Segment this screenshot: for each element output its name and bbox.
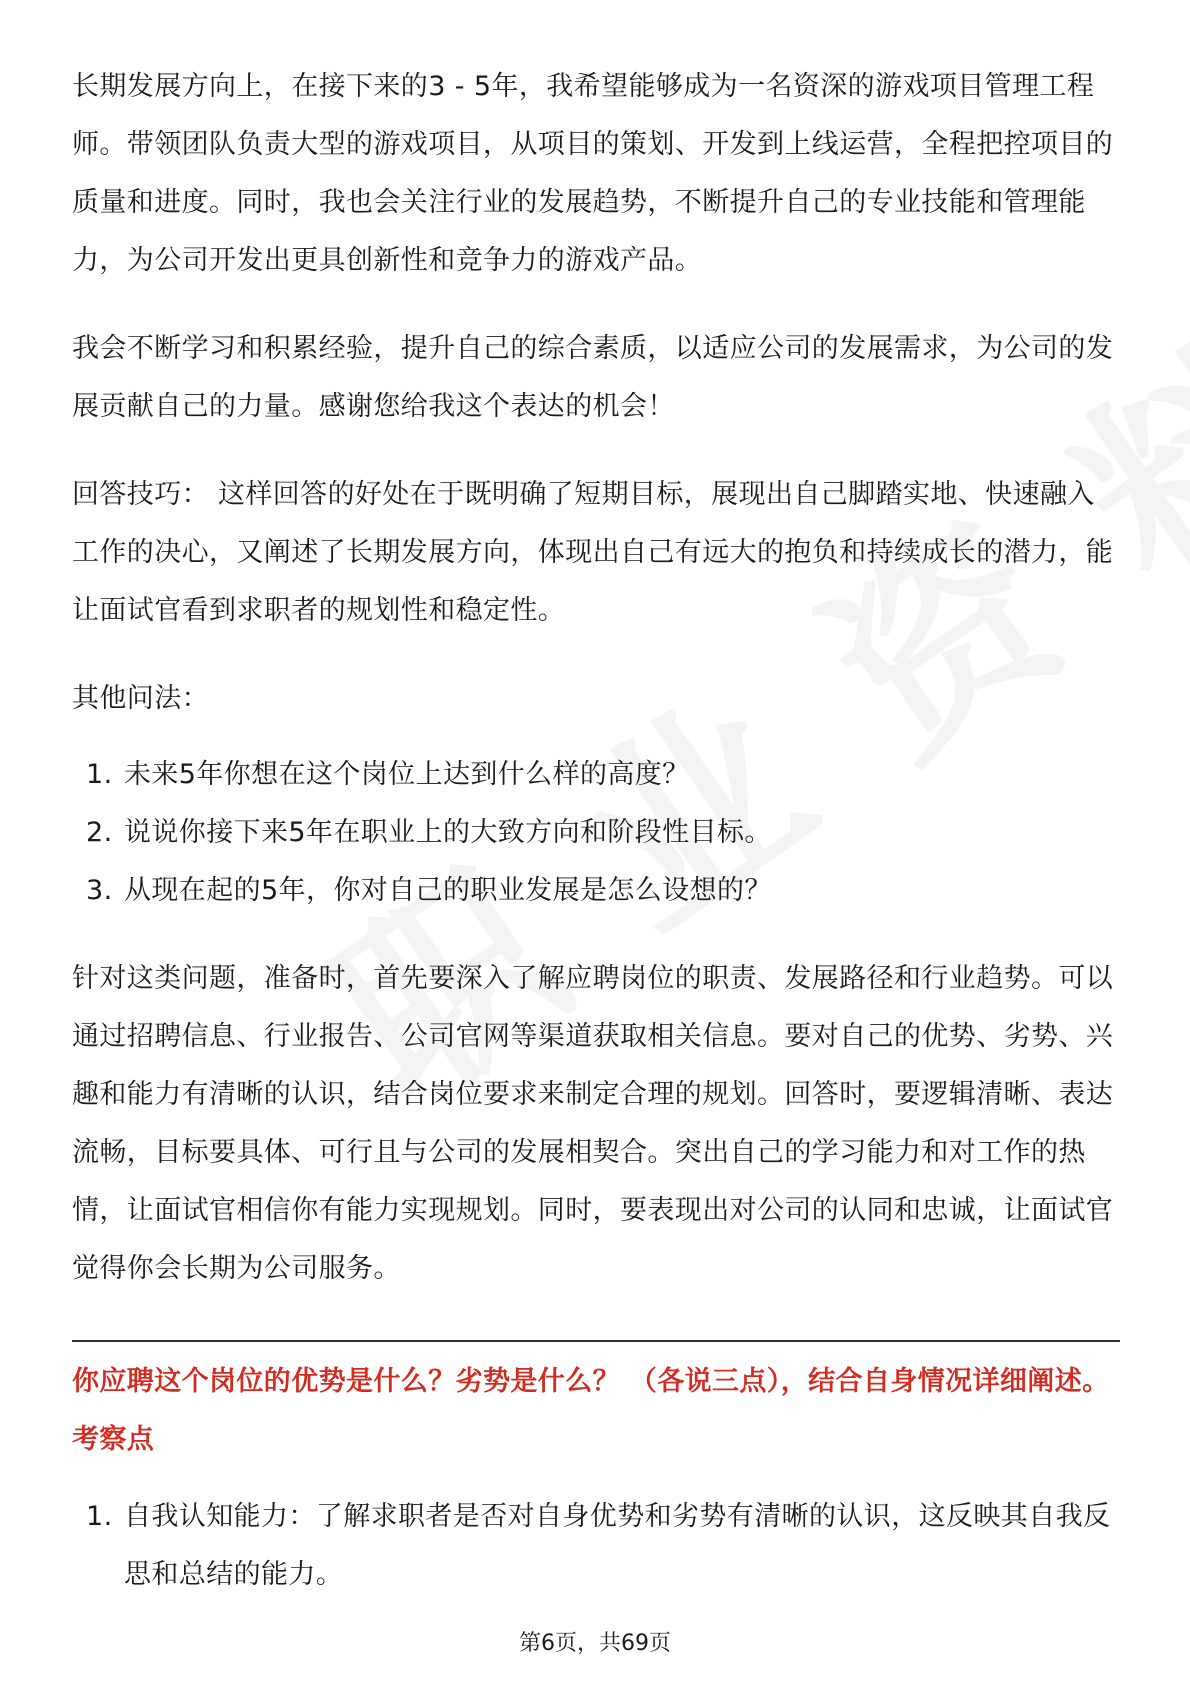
list-item-text: 说说你接下来5年在职业上的大致方向和阶段性目标。 xyxy=(124,817,772,848)
list-item xyxy=(72,746,1120,804)
list-item xyxy=(72,862,1120,920)
list-number: 2. xyxy=(86,817,113,848)
page-footer: 第6页，共69页 xyxy=(519,1631,671,1656)
evaluation-points-list xyxy=(72,1488,1120,1604)
evaluation-points-heading: 考察点 xyxy=(72,1424,155,1455)
paragraph-answer-tips: 回答技巧： 这样回答的好处在于既明确了短期目标，展现出自己脚踏实地、快速融入工作的决心，又阐述了长期发展方向，体现出自己有远大的抱负和持续成长的潜力，能让面试官看到求职者的规划性和稳定性。 xyxy=(72,479,1114,626)
list-item-text: 从现在起的5年，你对自己的职业发展是怎么设想的？ xyxy=(124,875,772,906)
list-item xyxy=(72,1488,1120,1604)
paragraph-preparation-advice: 针对这类问题，准备时，首先要深入了解应聘岗位的职责、发展路径和行业趋势。可以通过招聘信息、行业报告、公司官网等渠道获取相关信息。要对自己的优势、劣势、兴趣和能力有清晰的认识，结合岗位要求来制定合理的规划。回答时，要逻辑清晰、表达流畅，目标要具体、可行且与公司的发展相契合。突出自己的学习能力和对工作的热情，让面试官相信你有能力实现规划。同时，要表现出对公司的认同和忠诚，让面试官觉得你会长期为公司服务。 xyxy=(72,963,1114,1284)
paragraph-closing: 我会不断学习和积累经验，提升自己的综合素质，以适应公司的发展需求，为公司的发展贡献自己的力量。感谢您给我这个表达的机会！ xyxy=(72,333,1114,422)
section-divider xyxy=(72,1340,1120,1342)
list-number: 1. xyxy=(86,1501,113,1532)
question-heading: 你应聘这个岗位的优势是什么？劣势是什么？ （各说三点），结合自身情况详细阐述。 xyxy=(72,1366,1110,1397)
other-questions-list xyxy=(72,746,1120,920)
other-questions-label: 其他问法： xyxy=(72,683,209,714)
list-item-text: 未来5年你想在这个岗位上达到什么样的高度？ xyxy=(124,759,690,790)
document-page xyxy=(72,58,1120,1604)
list-item xyxy=(72,804,1120,862)
list-number: 1. xyxy=(86,759,113,790)
paragraph-long-term: 长期发展方向上，在接下来的3 - 5年，我希望能够成为一名资深的游戏项目管理工程师。带领团队负责大型的游戏项目，从项目的策划、开发到上线运营，全程把控项目的质量和进度。同时，我也会关注行业的发展趋势，不断提升自己的专业技能和管理能力，为公司开发出更具创新性和竞争力的游戏产品。 xyxy=(72,71,1114,276)
list-number: 3. xyxy=(86,875,113,906)
list-item-text: 自我认知能力：了解求职者是否对自身优势和劣势有清晰的认识，这反映其自我反思和总结的能力。 xyxy=(124,1501,1111,1590)
